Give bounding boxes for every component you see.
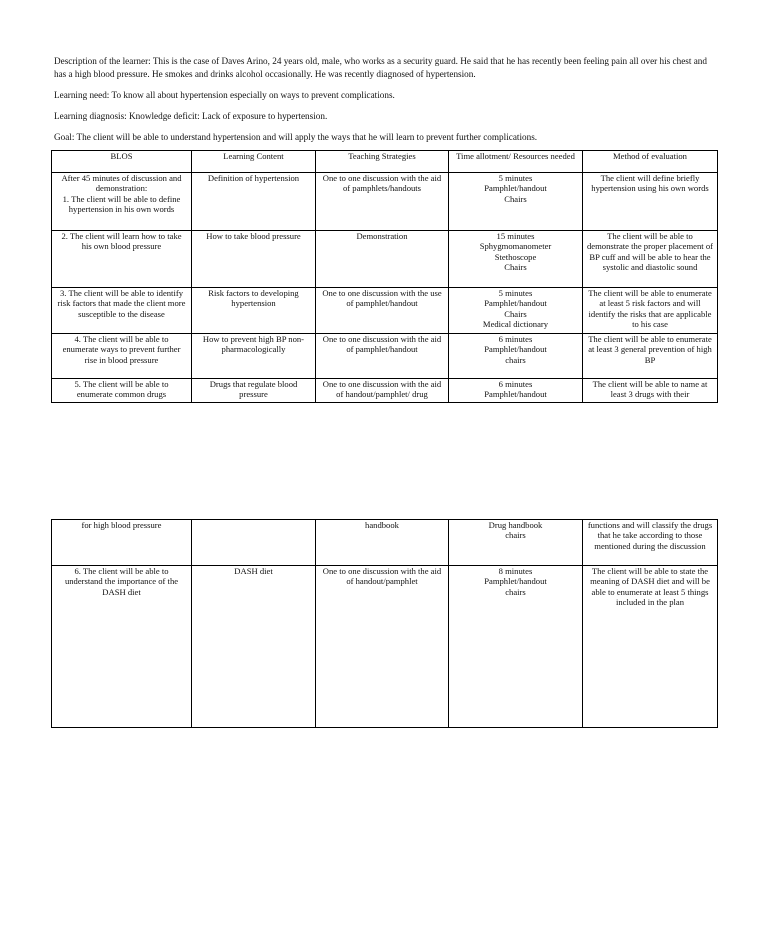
evaluation-cell: The client will define briefly hypertension using his own words [583, 173, 718, 231]
content-cell: DASH diet [192, 566, 316, 728]
resource-item: Chairs [504, 262, 527, 273]
resource-item: Pamphlet/handout [484, 344, 547, 355]
blos-cell: 5. The client will be able to enumerate common drugs [52, 379, 192, 403]
time-cell [449, 520, 583, 566]
time-cell [449, 334, 583, 379]
blos-cell [52, 173, 192, 231]
time-item: 6 minutes [498, 334, 533, 344]
blos-cell: 4. The client will be able to enumerate ways to prevent further rise in blood pressure [52, 334, 192, 379]
table-row [52, 231, 718, 288]
goal: Goal: The client will be able to understand hypertension and will apply the ways that he will learn to prevent further complications. [54, 132, 538, 142]
strategy-cell: handbook [316, 520, 449, 566]
resource-item: chairs [505, 586, 526, 597]
header-blos: BLOS [52, 151, 192, 173]
table-row [52, 379, 718, 403]
blos-intro: After 45 minutes of discussion and demonstration: [61, 173, 182, 194]
time-item: 6 minutes [498, 379, 533, 389]
content-cell: Risk factors to developing hypertension [192, 288, 316, 334]
resource-item: Medical dictionary [482, 319, 549, 330]
header-time-allotment: Time allotment/ Resources needed [449, 151, 583, 173]
blos-cell: 6. The client will be able to understand the importance of the DASH diet [52, 566, 192, 728]
evaluation-cell: functions and will classify the drugs that he take according to those mentioned during the discussion [583, 520, 718, 566]
teaching-plan-table-continued [51, 519, 718, 728]
resource-item: Pamphlet/handout [484, 576, 547, 587]
table-row [52, 334, 718, 379]
table-header-row [52, 151, 718, 173]
learning-need: Learning need: To know all about hypertension especially on ways to prevent complications. [54, 90, 395, 100]
resource-item: Sphygmomanometer [479, 241, 552, 252]
resource-item: Pamphlet/handout [484, 389, 547, 400]
table-row [52, 173, 718, 231]
table-row [52, 288, 718, 334]
blos-cell: for high blood pressure [52, 520, 192, 566]
time-cell [449, 288, 583, 334]
strategy-cell: Demonstration [316, 231, 449, 288]
strategy-cell: One to one discussion with the aid of pamphlets/handouts [316, 173, 449, 231]
resource-item: Chairs [504, 308, 527, 319]
time-cell [449, 231, 583, 288]
table-row [52, 566, 718, 728]
content-cell [192, 520, 316, 566]
evaluation-cell: The client will be able to demonstrate the proper placement of BP cuff and will be able to hear the systolic and diastolic sound [583, 231, 718, 288]
content-cell: Definition of hypertension [192, 173, 316, 231]
time-item: 15 minutes [496, 231, 535, 241]
evaluation-cell: The client will be able to enumerate at least 3 general prevention of high BP [583, 334, 718, 379]
resource-item: chairs [505, 354, 526, 365]
time-item: 5 minutes [498, 288, 533, 298]
resource-item: Pamphlet/handout [484, 183, 547, 194]
resource-item: Pamphlet/handout [484, 298, 547, 309]
resource-item: Stethoscope [494, 251, 537, 262]
content-cell: How to take blood pressure [192, 231, 316, 288]
strategy-cell: One to one discussion with the aid of pamphlet/handout [316, 334, 449, 379]
strategy-cell: One to one discussion with the aid of handout/pamphlet [316, 566, 449, 728]
resource-item: Chairs [504, 193, 527, 204]
evaluation-cell: The client will be able to enumerate at least 5 risk factors and will identify the risks that are applicable to his case [583, 288, 718, 334]
teaching-plan-table [51, 150, 718, 403]
blos-cell: 3. The client will be able to identify risk factors that made the client more susceptible to the disease [52, 288, 192, 334]
strategy-cell: One to one discussion with the aid of handout/pamphlet/ drug [316, 379, 449, 403]
resource-item: chairs [505, 530, 526, 541]
header-method-of-evaluation: Method of evaluation [583, 151, 718, 173]
time-cell [449, 379, 583, 403]
time-cell [449, 566, 583, 728]
strategy-cell: One to one discussion with the use of pamphlet/handout [316, 288, 449, 334]
content-cell: How to prevent high BP non-pharmacologically [192, 334, 316, 379]
time-cell [449, 173, 583, 231]
time-item: 8 minutes [498, 566, 533, 576]
learning-diagnosis: Learning diagnosis: Knowledge deficit: Lack of exposure to hypertension. [54, 111, 328, 121]
content-cell: Drugs that regulate blood pressure [192, 379, 316, 403]
learner-description: Description of the learner: This is the case of Daves Arino, 24 years old, male, who works as a security guard. He said that he has recently been feeling pain all over his chest and has a high blood pressure. He smokes and drinks alcohol occasionally. He was recently diagnosed of hypertension. [54, 56, 707, 79]
blos-objective: 1. The client will be able to define hypertension in his own words [62, 193, 181, 215]
header-teaching-strategies: Teaching Strategies [316, 151, 449, 173]
evaluation-cell: The client will be able to name at least 3 drugs with their [583, 379, 718, 403]
table-row [52, 520, 718, 566]
header-learning-content: Learning Content [192, 151, 316, 173]
resource-item: Drug handbook [488, 520, 543, 530]
evaluation-cell: The client will be able to state the meaning of DASH diet and will be able to enumerate at least 5 things included in the plan [583, 566, 718, 728]
time-item: 5 minutes [498, 173, 533, 183]
blos-cell: 2. The client will learn how to take his own blood pressure [52, 231, 192, 288]
